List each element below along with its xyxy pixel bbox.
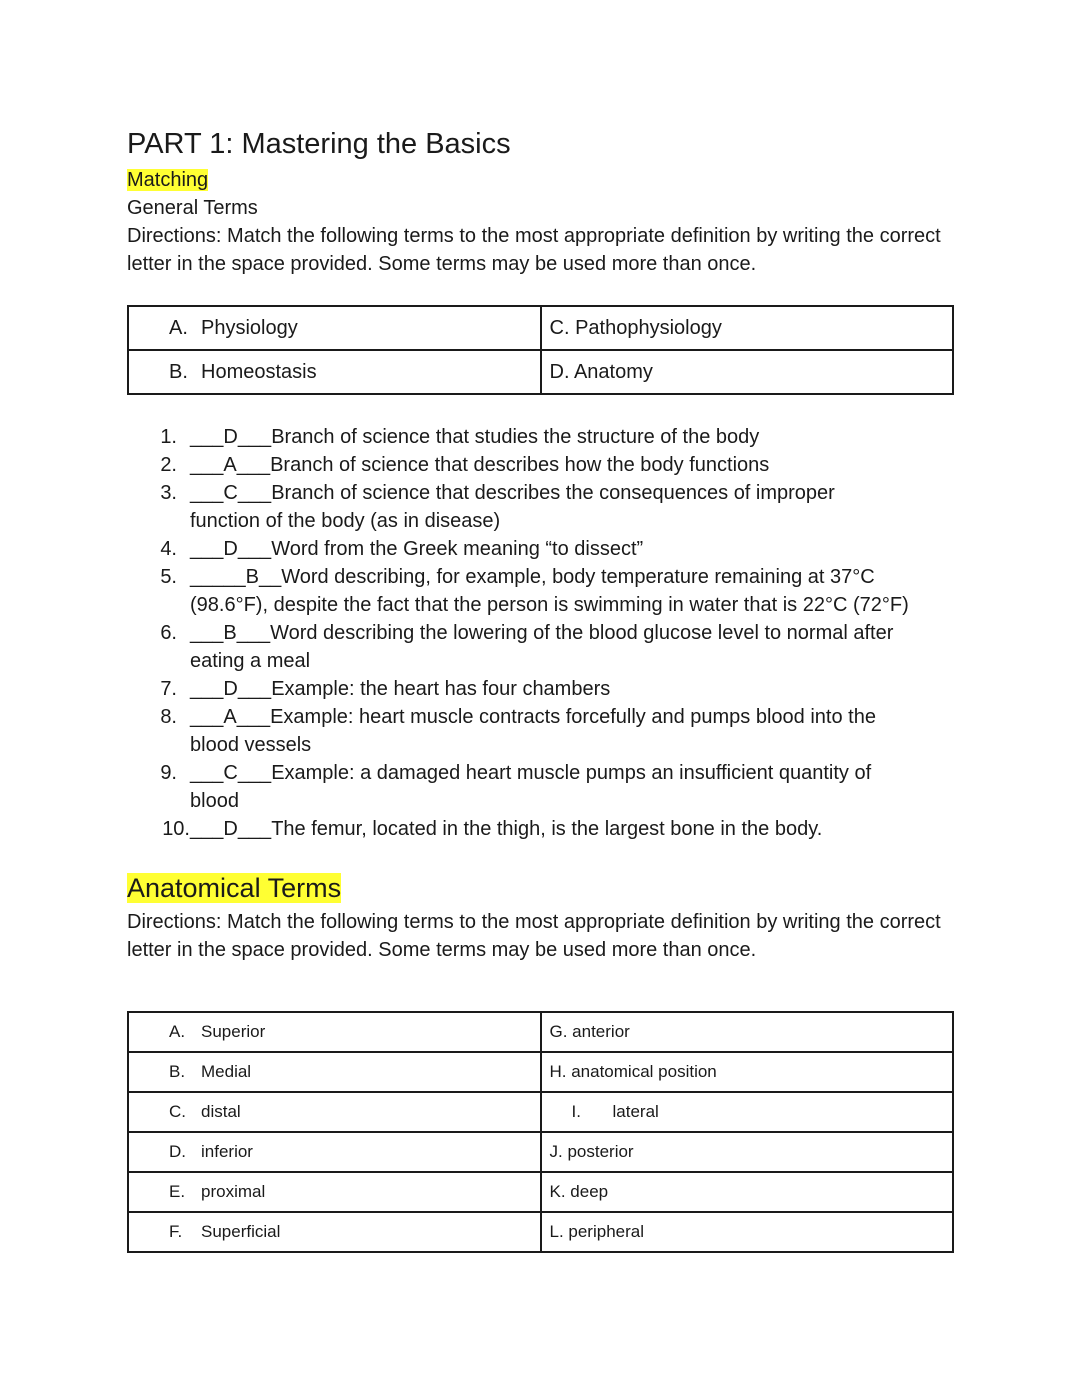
term-cell (128, 350, 541, 394)
page-title: PART 1: Mastering the Basics (127, 128, 511, 160)
question-number: 7. (160, 678, 177, 700)
section2-title: Anatomical Terms (127, 873, 342, 903)
term-letter: A. (169, 316, 188, 339)
question-item (127, 815, 967, 843)
question-number: 10. (162, 818, 190, 840)
term-name: Anatomy (573, 360, 653, 383)
question-continuation: (98.6°F), despite the fact that the person is swimming in water that is 22°C (72°F) (190, 594, 909, 616)
term-cell: K. deep (541, 1172, 954, 1212)
term-letter: D. (549, 360, 570, 383)
table-row (128, 1172, 953, 1212)
directions-text: Directions: Match the following terms to the most appropriate definition by writing the correct letter in the space provided. Some terms may be used more than once. (127, 225, 941, 275)
question-text: Branch of science that describes how the body functions (270, 454, 770, 476)
general-terms-table (127, 305, 954, 395)
question-text: Word describing, for example, body temperature remaining at 37°C (281, 566, 875, 588)
question-number: 1. (160, 426, 177, 448)
term-letter: D. (169, 1142, 186, 1161)
table-row (128, 1012, 953, 1052)
term-name: Superior (201, 1022, 266, 1041)
term-cell (541, 350, 954, 394)
question-continuation: blood (190, 790, 239, 812)
question-text: The femur, located in the thigh, is the largest bone in the body. (271, 818, 823, 840)
answer-blank: ___A___ (190, 706, 271, 728)
question-number: 5. (160, 566, 177, 588)
question-continuation: eating a meal (190, 650, 311, 672)
term-cell (128, 1092, 541, 1132)
term-name: Physiology (201, 316, 298, 339)
table-row (128, 350, 953, 394)
question-text: Branch of science that describes the consequences of improper (271, 482, 835, 504)
table-row (128, 306, 953, 350)
answer-blank: ___C___ (190, 762, 272, 784)
question-item (127, 703, 967, 759)
term-name: Medial (201, 1062, 252, 1081)
term-cell (128, 1212, 541, 1252)
question-text: Branch of science that studies the structure of the body (271, 426, 760, 448)
term-letter: C. (549, 316, 570, 339)
term-cell (541, 1092, 954, 1132)
answer-blank: ___D___ (190, 818, 272, 840)
answer-blank: ___C___ (190, 482, 272, 504)
answer-blank: ___B___ (190, 622, 271, 644)
term-letter: B. (169, 1062, 186, 1081)
term-name: proximal (201, 1182, 266, 1201)
term-letter: F. (169, 1222, 183, 1241)
question-number: 6. (160, 622, 177, 644)
question-item (127, 759, 967, 815)
question-item (127, 479, 967, 535)
term-cell: J. posterior (541, 1132, 954, 1172)
term-cell (128, 1172, 541, 1212)
question-text: Example: the heart has four chambers (271, 678, 611, 700)
question-item (127, 619, 967, 675)
question-number: 4. (160, 538, 177, 560)
term-letter: C. (169, 1102, 186, 1121)
term-cell: H. anatomical position (541, 1052, 954, 1092)
question-item (127, 563, 967, 619)
table-row (128, 1092, 953, 1132)
answer-blank: ___D___ (190, 426, 272, 448)
question-text: Word describing the lowering of the blood glucose level to normal after (270, 622, 894, 644)
answer-blank: ___D___ (190, 678, 272, 700)
anatomical-terms-table (127, 1011, 954, 1253)
question-text: Example: heart muscle contracts forcefully and pumps blood into the (270, 706, 876, 728)
question-number: 9. (160, 762, 177, 784)
term-letter: B. (169, 360, 188, 383)
term-name: Homeostasis (201, 360, 317, 383)
table-row (128, 1132, 953, 1172)
question-item (127, 675, 967, 703)
question-item (127, 423, 967, 451)
section2-heading (127, 870, 341, 906)
question-text: Word from the Greek meaning “to dissect” (271, 538, 644, 560)
term-cell (128, 1132, 541, 1172)
term-name: lateral (612, 1102, 659, 1121)
term-name: inferior (201, 1142, 253, 1161)
question-number: 3. (160, 482, 177, 504)
answer-blank: ___A___ (190, 454, 271, 476)
answer-blank: _____B__ (190, 566, 282, 588)
section-label (127, 166, 208, 194)
question-item (127, 451, 967, 479)
term-cell (128, 1012, 541, 1052)
term-cell: L. peripheral (541, 1212, 954, 1252)
matching-highlight: Matching (127, 169, 209, 191)
section-subtitle: General Terms (127, 197, 258, 219)
question-list (127, 423, 967, 843)
question-continuation: function of the body (as in disease) (190, 510, 501, 532)
question-number: 8. (160, 706, 177, 728)
directions-text: Directions: Match the following terms to the most appropriate definition by writing the correct letter in the space provided. Some terms may be used more than once. (127, 911, 941, 961)
term-cell (128, 306, 541, 350)
term-letter: A. (169, 1022, 186, 1041)
table-row (128, 1052, 953, 1092)
term-name: Superficial (201, 1222, 281, 1241)
term-cell: G. anterior (541, 1012, 954, 1052)
answer-blank: ___D___ (190, 538, 272, 560)
term-name: Pathophysiology (575, 316, 722, 339)
question-number: 2. (160, 454, 177, 476)
question-continuation: blood vessels (190, 734, 312, 756)
term-name: distal (201, 1102, 241, 1121)
term-cell (541, 306, 954, 350)
term-letter: E. (169, 1182, 186, 1201)
question-item (127, 535, 967, 563)
term-cell (128, 1052, 541, 1092)
term-letter: I. (571, 1102, 581, 1121)
table-row (128, 1212, 953, 1252)
question-text: Example: a damaged heart muscle pumps an insufficient quantity of (271, 762, 872, 784)
